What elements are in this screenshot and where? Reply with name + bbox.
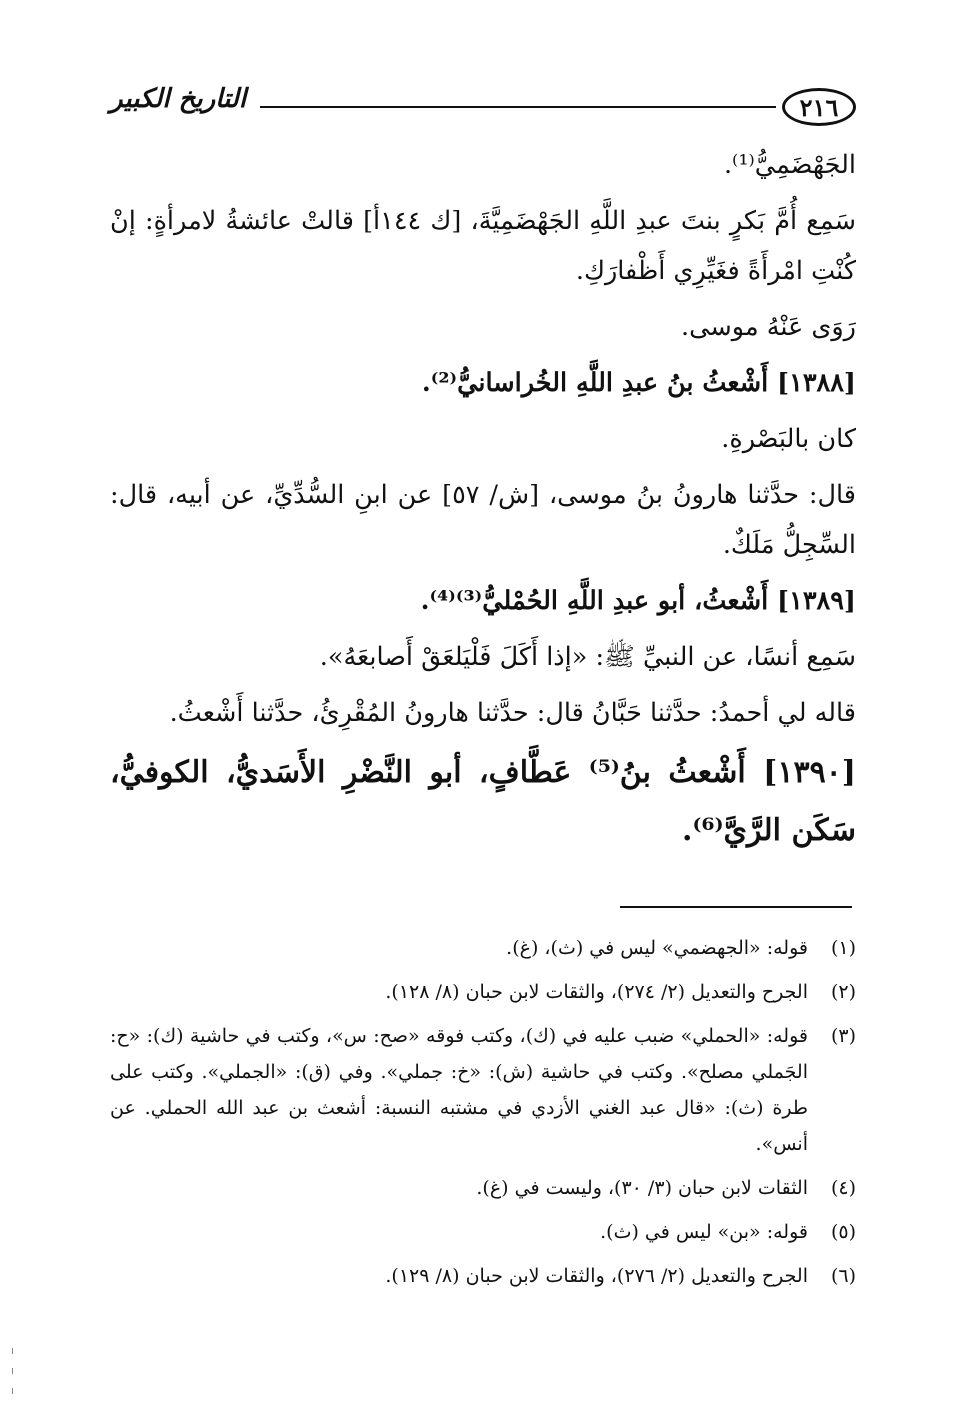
footnote — [110, 1214, 856, 1250]
entry-heading-1390: [١٣٩٠] أَشْعثُ بنُ⁽⁵⁾ عَطَّافٍ، أبو النَّضْرِ الأَسَديُّ، الكوفيُّ، سَكَن الرَّيَّ⁽⁶⁾. — [110, 755, 856, 848]
footnote-number: (٦) — [830, 1265, 856, 1287]
running-header — [110, 78, 856, 134]
footnote-text: الثقات لابن حبان (٣/ ٣٠)، وليست في (غ). — [476, 1177, 808, 1199]
main-text — [110, 140, 856, 866]
text-line: قاله لي أحمدُ: حدَّثنا حَبَّانُ قال: حدَّثنا هارونُ المُقْرِئُ، حدَّثنا أَشْعثُ. — [169, 698, 856, 728]
footnotes — [110, 930, 856, 1302]
footnote — [110, 974, 856, 1010]
footnote — [110, 1258, 856, 1294]
text-line: كان بالبَصْرةِ. — [721, 424, 856, 454]
footnote — [110, 930, 856, 966]
text-line: رَوَى عَنْهُ موسى. — [681, 312, 856, 342]
entry-heading-1388: [١٣٨٨] أَشْعثُ بنُ عبدِ اللَّهِ الخُراسانيُّ⁽²⁾. — [421, 368, 856, 398]
text-line: سَمِع أنسًا، عن النبيِّ ﷺ: «إذا أَكَلَ فَلْيَلعَقْ أَصابعَهُ». — [319, 642, 856, 672]
text-line: سَمِع أُمَّ بَكرٍ بنتَ عبدِ اللَّهِ الجَهْضَمِيَّةَ، [ك ١٤٤أ] قالتْ عائشةُ لامرأةٍ: إنْ كُنْتِ امْرأَةً فغَيِّرِي أَظْفارَكِ. — [110, 206, 856, 286]
footnote-number: (١) — [830, 937, 856, 959]
text-line: الجَهْضَمِيُّ⁽¹⁾. — [723, 150, 856, 180]
text-line: قال: حدَّثنا هارونُ بنُ موسى، [ش/ ٥٧] عن ابنِ السُّدِّيِّ، عن أبيه، قال: السِّجِلُّ مَلَكٌ. — [110, 480, 857, 560]
footnote-text: قوله: «الجهضمي» ليس في (ث)، (غ). — [506, 937, 808, 959]
footnote-text: قوله: «الحملي» ضبب عليه في (ك)، وكتب فوقه «صح: س»، وكتب في حاشية (ك): «ح: الجَملي مصلح». وكتب في حاشية (ش): «خ: جملي». وفي (ق): «الجملي». وكتب على طرة (ث): «قال عبد الغني الأزدي في مشتبه النسبة: أشعث بن عبد الله الحملي. عن أنس». — [110, 1025, 808, 1155]
scan-margin-marks — [12, 1348, 16, 1408]
book-title: التاريخ الكبير — [110, 84, 247, 114]
footnote-number: (٥) — [830, 1221, 856, 1243]
footnote-text: الجرح والتعديل (٢/ ٢٧٦)، والثقات لابن حبان (٨/ ١٢٩). — [385, 1265, 808, 1287]
footnote-number: (٣) — [830, 1025, 856, 1047]
header-rule — [260, 106, 776, 108]
entry-heading-1389: [١٣٨٩] أَشْعثُ، أبو عبدِ اللَّهِ الحُمْليُّ⁽³⁾⁽⁴⁾. — [420, 586, 856, 616]
footnote-text: الجرح والتعديل (٢/ ٢٧٤)، والثقات لابن حبان (٨/ ١٢٨). — [385, 981, 808, 1003]
footnote — [110, 1018, 856, 1162]
footnote-text: قوله: «بن» ليس في (ث). — [600, 1221, 808, 1243]
footnote-number: (٢) — [830, 981, 856, 1003]
footnote-number: (٤) — [830, 1177, 856, 1199]
footnote — [110, 1170, 856, 1206]
page-number: ٢١٦ — [782, 88, 856, 126]
footnote-separator — [620, 906, 852, 908]
